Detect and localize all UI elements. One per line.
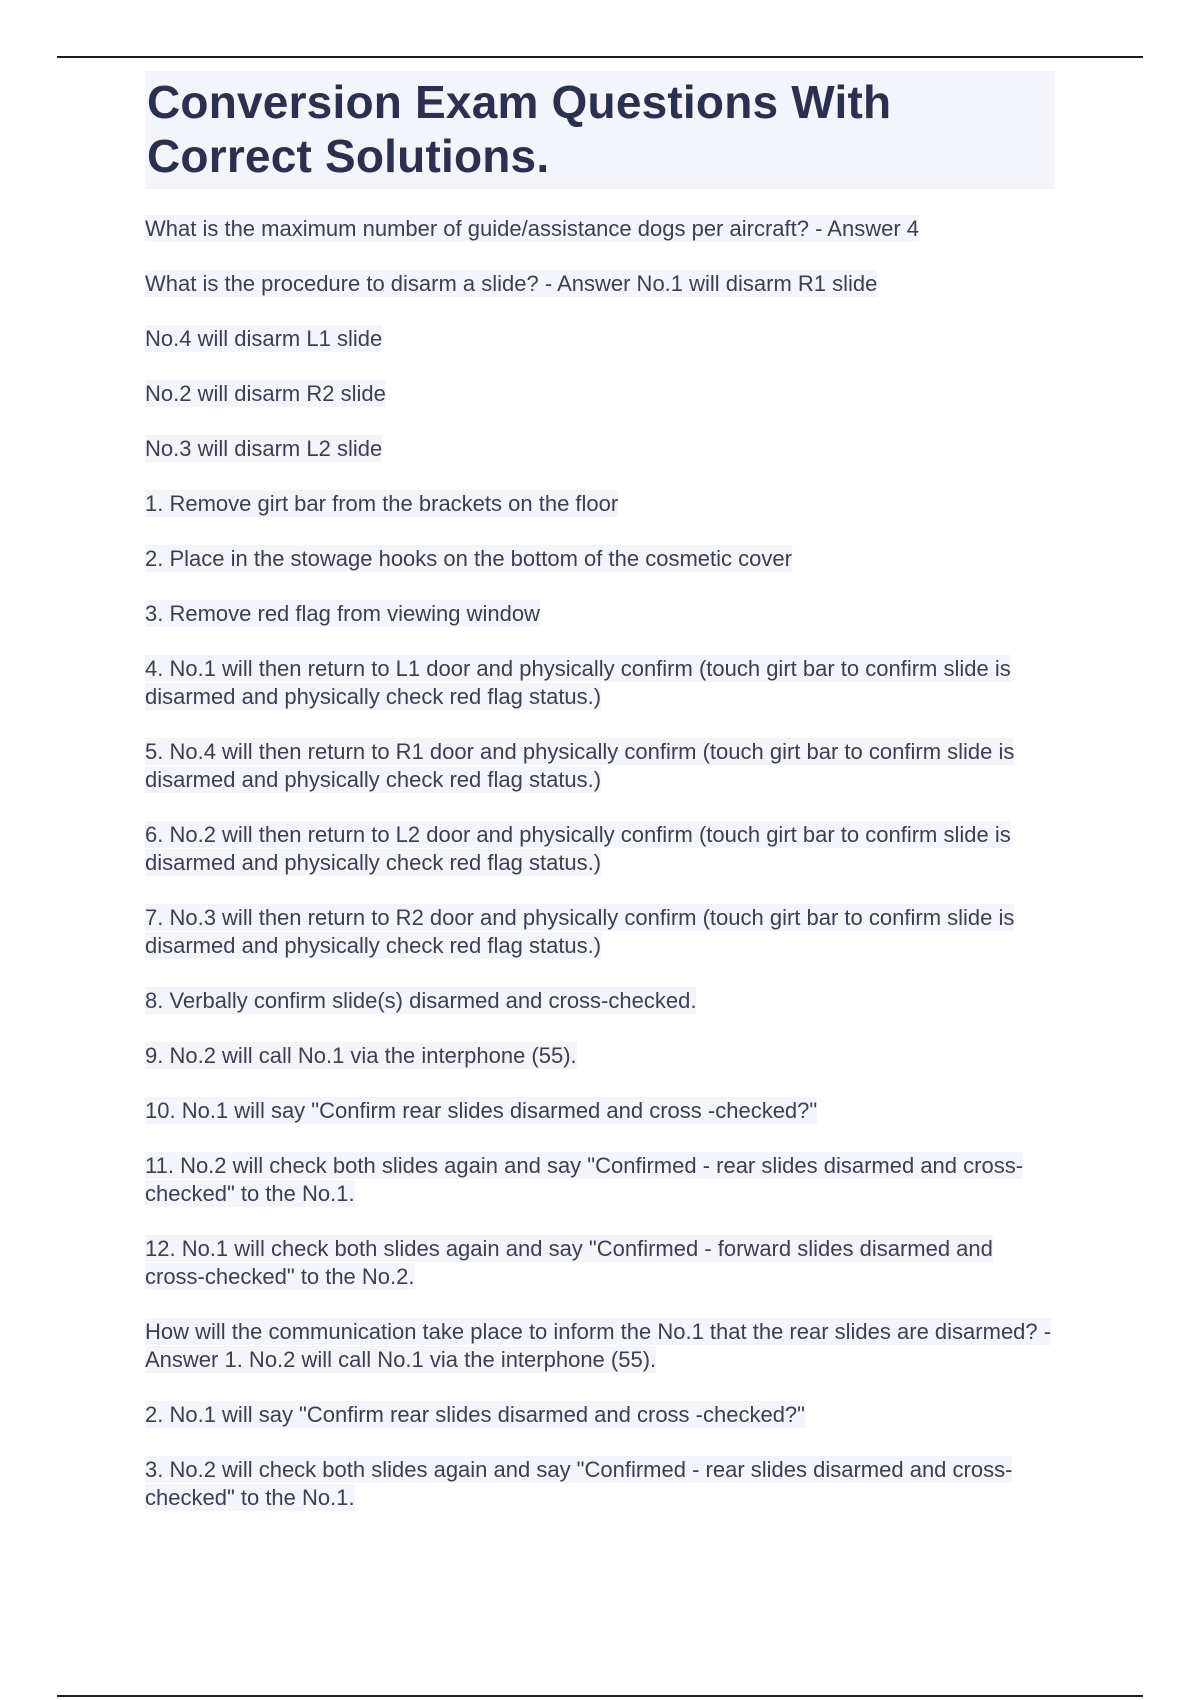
paragraph — [145, 1097, 1055, 1125]
paragraph — [145, 1401, 1055, 1429]
page-title: Conversion Exam Questions With Correct Solutions. — [147, 76, 892, 182]
paragraph-text: 11. No.2 will check both slides again and say "Confirmed - rear slides disarmed and cross-checked" to the No.1. — [145, 1153, 1024, 1206]
paragraph — [145, 1318, 1055, 1374]
paragraph-text: 7. No.3 will then return to R2 door and physically confirm (touch girt bar to confirm slide is disarmed and physically check red flag status.) — [145, 905, 1015, 958]
paragraph-text: 2. No.1 will say "Confirm rear slides disarmed and cross -checked?" — [145, 1402, 805, 1427]
paragraph — [145, 655, 1055, 711]
paragraph-text: No.2 will disarm R2 slide — [145, 381, 386, 406]
paragraph-text: No.3 will disarm L2 slide — [145, 436, 383, 461]
paragraph-text: What is the procedure to disarm a slide? - Answer No.1 will disarm R1 slide — [145, 271, 878, 296]
paragraph-text: 3. No.2 will check both slides again and say "Confirmed - rear slides disarmed and cross-checked" to the No.1. — [145, 1457, 1013, 1510]
paragraph — [145, 1152, 1055, 1208]
paragraph — [145, 545, 1055, 573]
paragraph — [145, 738, 1055, 794]
paragraph — [145, 1456, 1055, 1512]
paragraph-text: 10. No.1 will say "Confirm rear slides disarmed and cross -checked?" — [145, 1098, 818, 1123]
paragraph-text: 1. Remove girt bar from the brackets on the floor — [145, 491, 619, 516]
paragraph — [145, 325, 1055, 353]
paragraph — [145, 435, 1055, 463]
paragraph — [145, 987, 1055, 1015]
paragraph-text: 3. Remove red flag from viewing window — [145, 601, 540, 626]
top-rule — [57, 56, 1143, 58]
paragraph-text: No.4 will disarm L1 slide — [145, 326, 383, 351]
paragraph-text: 5. No.4 will then return to R1 door and physically confirm (touch girt bar to confirm slide is disarmed and physically check red flag status.) — [145, 739, 1015, 792]
paragraph — [145, 600, 1055, 628]
paragraph-text: 4. No.1 will then return to L1 door and physically confirm (touch girt bar to confirm slide is disarmed and physically check red flag status.) — [145, 656, 1011, 709]
paragraph — [145, 215, 1055, 243]
paragraph — [145, 380, 1055, 408]
paragraph-text: 6. No.2 will then return to L2 door and physically confirm (touch girt bar to confirm slide is disarmed and physically check red flag status.) — [145, 822, 1011, 875]
paragraph — [145, 490, 1055, 518]
paragraph-text: 9. No.2 will call No.1 via the interphone (55). — [145, 1043, 577, 1068]
paragraph-text: What is the maximum number of guide/assistance dogs per aircraft? - Answer 4 — [145, 216, 920, 241]
title-block — [145, 71, 1055, 189]
bottom-rule — [57, 1695, 1143, 1697]
paragraph-text: 2. Place in the stowage hooks on the bottom of the cosmetic cover — [145, 546, 792, 571]
paragraph — [145, 270, 1055, 298]
paragraph — [145, 1042, 1055, 1070]
paragraph-text: 8. Verbally confirm slide(s) disarmed and cross-checked. — [145, 988, 697, 1013]
paragraph — [145, 821, 1055, 877]
paragraph — [145, 904, 1055, 960]
paragraph — [145, 1235, 1055, 1291]
paragraph-text: How will the communication take place to inform the No.1 that the rear slides are disarmed? - Answer 1. No.2 will call No.1 via the interphone (55). — [145, 1319, 1052, 1372]
document-body — [145, 71, 1055, 1539]
paragraph-text: 12. No.1 will check both slides again and say "Confirmed - forward slides disarmed and cross-checked" to the No.2. — [145, 1236, 993, 1289]
